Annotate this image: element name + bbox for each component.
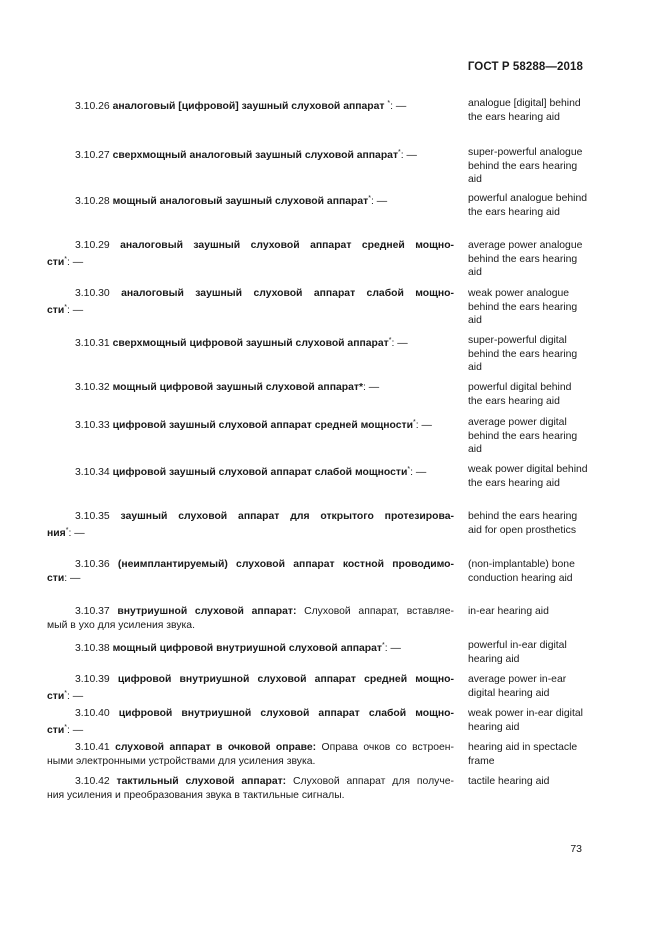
footnote-mark: * — [65, 527, 69, 534]
entry-number: 3.10.27 — [75, 150, 110, 161]
entry-number: 3.10.37 — [75, 606, 110, 617]
footnote-mark: * — [407, 466, 411, 473]
term-en: average power analogue behind the ears hearing aid — [468, 240, 583, 278]
term-ru-cont: сти — [47, 257, 65, 268]
term-ru-cont: сти — [47, 691, 65, 702]
term-en: analogue [digital] behind the ears hearing aid — [468, 98, 581, 123]
entry-number: 3.10.32 — [75, 382, 110, 393]
entry-number: 3.10.38 — [75, 643, 110, 654]
term-en: hearing aid in spectacle frame — [468, 742, 578, 767]
term-tail: : — — [410, 467, 427, 478]
term-en: weak power digital behind the ears hearing aid — [468, 464, 588, 489]
term-en: weak power analogue behind the ears hearing aid — [468, 288, 578, 326]
term-tail: : — — [64, 573, 81, 584]
entry-number: 3.10.39 — [75, 674, 110, 685]
term-tail: : — — [384, 643, 401, 654]
entry-number: 3.10.31 — [75, 338, 110, 349]
term-ru: сверхмощный цифровой заушный слуховой аппарат — [112, 338, 389, 349]
term-en: powerful in-ear digital hearing aid — [468, 640, 567, 665]
term-ru: слуховой аппарат в очковой оправе: — [115, 742, 317, 753]
term-en: average power digital behind the ears hearing aid — [468, 417, 578, 455]
term-en: super-powerful analogue behind the ears hearing aid — [468, 147, 583, 185]
term-ru-cont: сти — [47, 725, 65, 736]
term-tail: : — — [67, 305, 84, 316]
term-ru: сверхмощный аналоговый заушный слуховой аппарат — [112, 150, 399, 161]
term-tail: : — — [390, 101, 407, 112]
term-ru: внутриушной слуховой аппарат: — [117, 606, 297, 617]
term-ru-cont: сти — [47, 573, 65, 584]
term-ru: мощный цифровой заушный слуховой аппарат* — [112, 382, 364, 393]
entry-number: 3.10.40 — [75, 708, 110, 719]
term-ru-cont: ния — [47, 528, 66, 539]
definition: Слуховой аппарат для получе- — [286, 776, 454, 787]
entry-number: 3.10.42 — [75, 776, 110, 787]
term-ru: мощный аналоговый заушный слуховой аппарат — [112, 196, 369, 207]
entry-number: 3.10.30 — [75, 288, 110, 299]
term-ru: цифровой внутриушной слуховой аппарат средней мощно- — [117, 674, 454, 685]
term-tail: : — — [67, 257, 84, 268]
footnote-mark: * — [398, 149, 401, 156]
term-ru: (неимплантируемый) слуховой аппарат костной проводимо- — [117, 559, 454, 570]
page-number: 73 — [570, 843, 582, 855]
term-tail: : — — [370, 196, 388, 207]
term-tail: : — — [68, 528, 85, 539]
term-en: in-ear hearing aid — [468, 606, 549, 617]
term-tail: : — — [400, 150, 417, 161]
term-ru: тактильный слуховой аппарат: — [116, 776, 287, 787]
term-en: average power in-ear digital hearing aid — [468, 674, 567, 699]
footnote-mark: * — [368, 195, 371, 202]
definition-cont: ния усиления и преобразования звука в тактильные сигналы. — [47, 790, 345, 801]
entry-number: 3.10.26 — [75, 101, 110, 112]
entry-number: 3.10.33 — [75, 420, 110, 431]
entry-number: 3.10.28 — [75, 196, 110, 207]
term-en: tactile hearing aid — [468, 776, 550, 787]
term-tail: : — — [363, 382, 380, 393]
term-en: (non-implantable) bone conduction hearing aid — [468, 559, 575, 584]
entry-number: 3.10.36 — [75, 559, 110, 570]
definition: Оправа очков со встроен- — [316, 742, 455, 753]
entry-number: 3.10.41 — [75, 742, 110, 753]
term-tail: : — — [391, 338, 408, 349]
footnote-mark: * — [64, 256, 67, 263]
term-en: super-powerful digital behind the ears hearing aid — [468, 335, 578, 373]
term-en: weak power in-ear digital hearing aid — [468, 708, 583, 733]
term-en: behind the ears hearing aid for open prosthetics — [468, 511, 578, 536]
definition-cont: ными электронными устройствами для усиления звука. — [47, 756, 316, 767]
footnote-mark: * — [413, 419, 416, 426]
entry-number: 3.10.34 — [75, 467, 110, 478]
term-en: powerful analogue behind the ears hearing aid — [468, 193, 588, 218]
term-ru: заушный слуховой аппарат для открытого протезирова- — [120, 511, 454, 522]
footnote-mark: * — [387, 100, 391, 107]
definition-cont: мый в ухо для усиления звука. — [47, 620, 195, 631]
term-ru-cont: сти — [47, 305, 65, 316]
term-ru: аналоговый заушный слуховой аппарат средней мощно- — [120, 240, 454, 251]
footnote-mark: * — [382, 642, 385, 649]
footnote-mark: * — [388, 337, 392, 344]
term-en: powerful digital behind the ears hearing aid — [468, 382, 572, 407]
entry-number: 3.10.29 — [75, 240, 110, 251]
document-id: ГОСТ Р 58288—2018 — [467, 61, 583, 73]
term-ru: аналоговый заушный слуховой аппарат слабой мощно- — [121, 288, 454, 299]
term-ru: цифровой внутриушной слуховой аппарат слабой мощно- — [118, 708, 454, 719]
term-ru: мощный цифровой внутриушной слуховой аппарат — [112, 643, 383, 654]
term-tail: : — — [415, 420, 432, 431]
footnote-mark: * — [64, 304, 67, 311]
term-ru: цифровой заушный слуховой аппарат слабой мощности — [112, 467, 408, 478]
footnote-mark: * — [64, 724, 67, 731]
footnote-mark: * — [64, 690, 67, 697]
term-ru: цифровой заушный слуховой аппарат средней мощности — [112, 420, 413, 431]
definition: Слуховой аппарат, вставляе- — [296, 606, 454, 617]
term-tail: : — — [67, 691, 84, 702]
term-tail: : — — [67, 725, 84, 736]
term-ru: аналоговый [цифровой] заушный слуховой аппарат — [112, 101, 385, 112]
entry-number: 3.10.35 — [75, 511, 110, 522]
